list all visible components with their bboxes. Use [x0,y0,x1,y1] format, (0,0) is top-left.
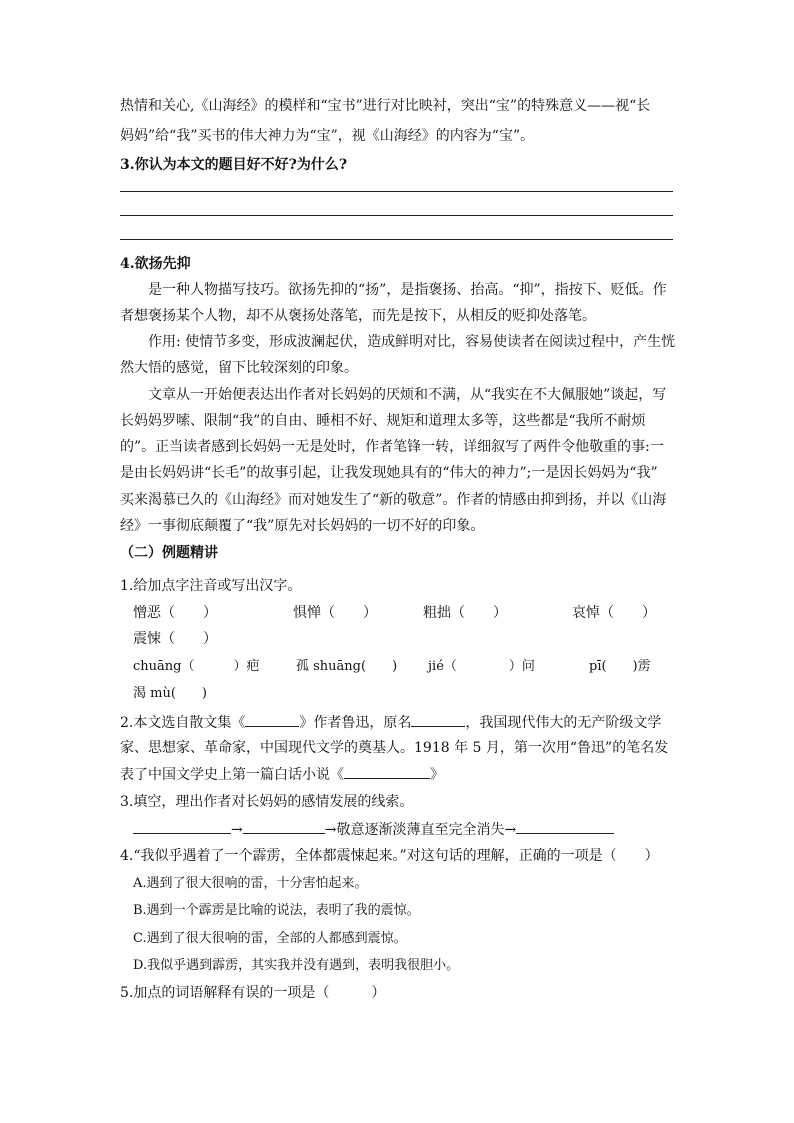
option-a[interactable]: A.遇到了很大很响的雷，十分害怕起来。 [133,876,368,891]
exercise-3-title: 3.填空，理出作者对长妈妈的感情发展的线索。 [120,794,414,810]
exercise-2-line [120,764,680,785]
paragraph-line: 热情和关心,《山海经》的模样和“宝书”进行对比映衬，突出“宝”的特殊意义——视“长 [120,98,651,114]
arrow-text: →敬意逐渐淡薄直至完全消失→ [324,822,517,838]
fill-blank[interactable] [516,819,614,834]
answer-line[interactable] [120,215,673,216]
exercise-1-word: 震悚（ ） [133,631,217,647]
exercise-3-chain [133,819,693,840]
paragraph-line: 文章从一开始便表达出作者对长妈妈的厌烦和不满，从“我实在不大佩服她”谈起，写 [148,387,667,403]
fill-blank[interactable] [245,712,299,727]
arrow-text: → [231,822,243,838]
fill-blank[interactable] [133,819,231,834]
fill-blank[interactable] [411,712,465,727]
exercise-2-text: ，我国现代伟大的无产阶级文学 [465,715,662,731]
exercise-1-pinyin: jié（ ）问 [428,659,535,674]
paragraph-line: 然大悟的感觉，留下比较深刻的印象。 [120,360,358,376]
exercise-5-title: 5.加点的词语解释有误的一项是（ ） [120,985,386,1001]
question-3-title: 3.你认为本文的题目好不好?为什么? [120,157,348,173]
option-b[interactable]: B.遇到一个霹雳是比喻的说法，表明了我的震惊。 [133,903,420,918]
paragraph-line: 是一种人物描写技巧。欲扬先抑的“扬”，是指褒扬、抬高。“抑”，指按下、贬低。作 [148,282,667,298]
exercise-1-pinyin: pī( )雳 [589,659,651,674]
exercise-1-pinyin: chuāng（ ）疤 [133,659,260,674]
paragraph-line: 长妈妈罗嗦、限制“我”的自由、睡相不好、规矩和道理太多等，这些都是“我所不耐烦 [120,413,646,429]
option-d[interactable]: D.我似乎遇到霹雳，其实我并没有遇到，表明我很胆小。 [133,958,460,973]
exercise-1-pinyin: 渴 mù( ) [133,686,207,701]
paragraph-line: 妈妈”给“我”买书的伟大神力为“宝”，视《山海经》的内容为“宝”。 [120,128,535,144]
exercise-2-text: 2.本文选自散文集《 [120,715,246,731]
paragraph-line: 买来渴慕已久的《山海经》而对她发生了“新的敬意”。作者的情感由抑到扬，并以《山海 [120,492,667,508]
exercise-2-text: 》 [430,767,444,783]
answer-line[interactable] [120,239,673,240]
exercise-2-line [120,712,680,733]
fill-blank[interactable] [243,819,325,834]
exercise-1-pinyin: 孤 shuāng( ) [296,659,398,674]
paragraph-line: 的”。正当读者感到长妈妈一无是处时，作者笔锋一转，详细叙写了两件令他敬重的事:一 [120,439,664,455]
option-c[interactable]: C.遇到了很大很响的雷，全部的人都感到震惊。 [133,931,407,946]
exercise-1-word: 哀悼（ ） [572,605,656,621]
exercise-2-text: 表了中国文学史上第一篇白话小说《 [120,767,344,783]
exercise-4-title: 4.“我似乎遇着了一个霹雳，全体都震悚起来。”对这句话的理解，正确的一项是（ ） [120,848,659,864]
fill-blank[interactable] [344,764,430,779]
exercise-1-title: 1.给加点字注音或写出汉字。 [120,578,302,594]
paragraph-line: 是由长妈妈讲“长毛”的故事引起，让我发现她具有的“伟大的神力”;一是因长妈妈为“我” [120,465,658,481]
paragraph-line: 作用: 使情节多变，形成波澜起伏，造成鲜明对比，容易使读者在阅读过程中，产生恍 [148,334,676,350]
section-4-title: 4.欲扬先抑 [120,256,191,272]
paragraph-line: 经》一事彻底颠覆了“我”原先对长妈妈的一切不好的印象。 [120,518,485,534]
exercise-2-line: 家、思想家、革命家，中国现代文学的奠基人。1918 年 5 月，第一次用“鲁迅”的笔名发 [120,740,669,756]
exercise-1-word: 粗拙（ ） [423,605,507,621]
section-2-title: （二）例题精讲 [120,545,218,561]
exercise-1-word: 憎恶（ ） [133,605,217,621]
exercise-2-text: 》作者鲁迅，原名 [299,715,412,731]
paragraph-line: 者想褒扬某个人物，却不从褒扬处落笔，而先是按下，从相反的贬抑处落笔。 [120,308,596,324]
exercise-1-word: 惧惮（ ） [293,605,377,621]
answer-line[interactable] [120,191,673,192]
